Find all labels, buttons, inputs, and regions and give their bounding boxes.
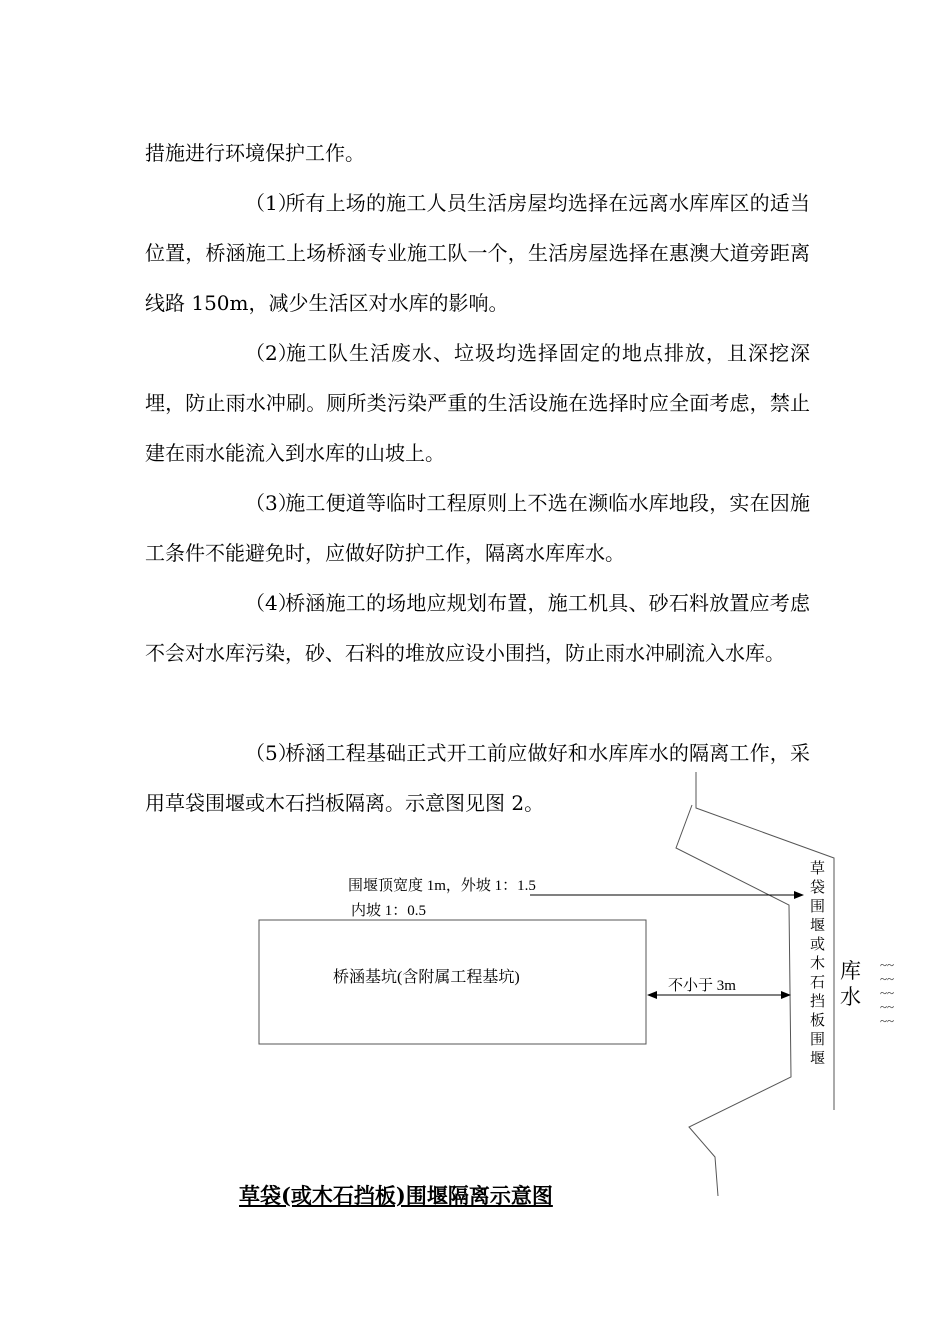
cofferdam-char: 堰	[810, 918, 826, 934]
item-text: 施工队生活废水、垃圾均选择固定的地点排放，且深挖深埋，防止雨水冲刷。厕所类污染严重的生活设施在选择时应全面考虑，禁止建在雨水能流入到水库的山坡上。	[145, 341, 810, 465]
cofferdam-char: 草	[810, 861, 826, 877]
cofferdam-char: 围	[810, 1032, 826, 1048]
cofferdam-char: 石	[810, 975, 826, 991]
wave-mark: ~~	[880, 999, 895, 1014]
item-number: （3）	[245, 491, 298, 515]
item-text: 桥涵工程基础正式开工前应做好和水库库水的隔离工作，采用草袋围堰或木石挡板隔离。示意图见图 2。	[145, 741, 810, 815]
wave-mark: ~~	[880, 985, 895, 1000]
cofferdam-char: 堰	[810, 1051, 826, 1067]
item-number: （2）	[245, 341, 298, 365]
cofferdam-vertical-label	[810, 859, 825, 1067]
item-number: （4）	[245, 591, 298, 615]
item-number: （1）	[245, 191, 298, 215]
reservoir-char: 库	[840, 959, 861, 983]
item-text: 施工便道等临时工程原则上不选在濒临水库地段，实在因施工条件不能避免时，应做好防护工作，隔离水库库水。	[145, 491, 810, 565]
pit-label: 桥涵基坑(含附属工程基坑)	[333, 969, 520, 986]
wave-mark: ~~	[880, 957, 895, 972]
wave-mark: ~~	[880, 971, 895, 986]
water-waves	[880, 957, 894, 1028]
item-text: 所有上场的施工人员生活房屋均选择在远离水库库区的适当位置，桥涵施工上场桥涵专业施工队一个，生活房屋选择在惠澳大道旁距离线路 150m，减少生活区对水库的影响。	[145, 191, 810, 315]
item-text: 桥涵施工的场地应规划布置，施工机具、砂石料放置应考虑不会对水库污染，砂、石料的堆放应设小围挡，防止雨水冲刷流入水库。	[145, 591, 810, 665]
reservoir-char: 水	[840, 985, 861, 1009]
cofferdam-char: 或	[810, 937, 826, 953]
cofferdam-char: 板	[810, 1013, 826, 1029]
cofferdam-char: 围	[810, 899, 826, 915]
top-label-line2: 内坡 1：0.5	[351, 903, 427, 919]
embankment-outline	[676, 805, 791, 1196]
item-number: （5）	[245, 741, 298, 765]
reservoir-label	[840, 959, 861, 1009]
cofferdam-char: 木	[810, 956, 826, 972]
paragraph-intro: 措施进行环境保护工作。	[145, 141, 365, 165]
top-label-line1: 围堰顶宽度 1m，外坡 1：1.5	[348, 878, 536, 894]
wave-mark: ~~	[880, 1013, 895, 1028]
figure-caption: 草袋(或木石挡板)围堰隔离示意图	[239, 1183, 553, 1208]
cofferdam-char: 袋	[810, 880, 826, 896]
cofferdam-char: 挡	[810, 994, 826, 1010]
distance-label: 不小于 3m	[668, 978, 736, 994]
